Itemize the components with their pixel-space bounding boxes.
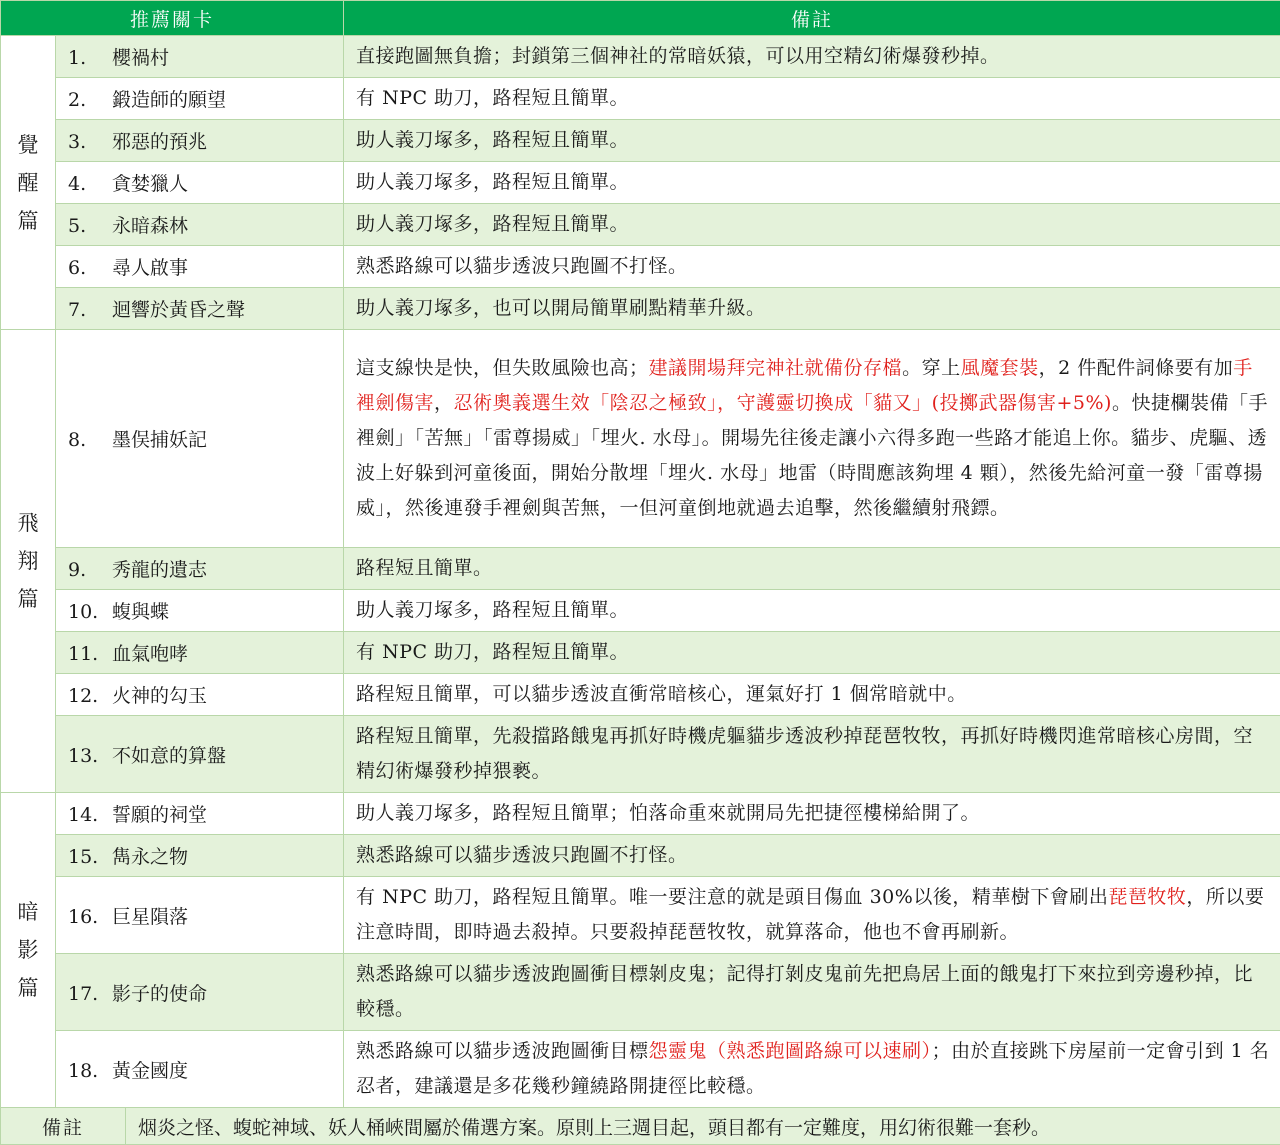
stage-number: 13. (68, 745, 112, 767)
stage-cell (56, 793, 344, 835)
note-text: 助人義刀塚多，路程短且簡單。 (356, 599, 629, 621)
table-row (1, 162, 1280, 204)
table-row (1, 716, 1280, 793)
header-stage: 推薦關卡 (1, 1, 344, 36)
stage-note (344, 548, 1280, 590)
section-label (1, 36, 56, 330)
note-text: 路程短且簡單。 (356, 557, 493, 579)
stage-number: 2. (68, 89, 112, 111)
stage-note (344, 1031, 1280, 1108)
stage-number: 18. (68, 1060, 112, 1082)
footer-row (1, 1108, 1280, 1145)
stage-cell (56, 835, 344, 877)
stage-note (344, 36, 1280, 78)
note-highlight: 手裡劍傷害 (356, 357, 1253, 414)
stage-note (344, 835, 1280, 877)
note-text: 。穿上 (902, 357, 961, 379)
stage-name: 貪婪獵人 (112, 173, 188, 195)
stage-number: 12. (68, 685, 112, 707)
note-text: 。快捷欄裝備「手裡劍」「苦無」「雷尊揚威」「埋火. 水母」。開場先往後走讓小六得多跑一些路才能追上你。貓步、虎驅、透波上好躲到河童後面，開始分散埋「埋火. 水母」地雷（時間應該夠埋 4 顆），然後先給河童一發「雷尊揚威」，然後連發手裡劍與苦無，一但河童倒地就過去追擊，然後繼續射飛鏢。 (356, 392, 1268, 519)
stage-cell (56, 954, 344, 1031)
stage-name: 黃金國度 (112, 1060, 188, 1082)
note-text: 助人義刀塚多，也可以開局簡單刷點精華升級。 (356, 297, 766, 319)
stage-cell (56, 590, 344, 632)
note-text: ；由於直接跳下房屋前一定會引到 1 名忍者，建議還是多花幾秒鐘繞路開捷徑比較穩。 (356, 1040, 1269, 1097)
stage-cell (56, 632, 344, 674)
table-row (1, 78, 1280, 120)
section-label (1, 330, 56, 793)
stage-name: 雋永之物 (112, 846, 188, 868)
table-row (1, 204, 1280, 246)
stage-cell (56, 120, 344, 162)
stage-name: 鍛造師的願望 (112, 89, 226, 111)
stage-name: 巨星隕落 (112, 906, 188, 928)
note-highlight: 風魔套裝 (961, 357, 1039, 379)
stage-name: 永暗森林 (112, 215, 188, 237)
note-text: 路程短且簡單，先殺擋路餓鬼再抓好時機虎軀貓步透波秒掉琵琶牧牧，再抓好時機閃進常暗核心房間，空精幻術爆發秒掉猥褻。 (356, 725, 1253, 782)
table-row (1, 793, 1280, 835)
stage-cell (56, 162, 344, 204)
section-label (1, 793, 56, 1108)
stage-name: 墨俣捕妖記 (112, 429, 207, 451)
table-row (1, 1031, 1280, 1108)
stage-name: 尋人啟事 (112, 257, 188, 279)
stage-name: 迴響於黃昏之聲 (112, 299, 245, 321)
footer-text: 烟炎之怪、蝮蛇神域、妖人桶峽間屬於備選方案。原則上三週目起，頭目都有一定難度，用幻術很難一套秒。 (126, 1108, 1280, 1145)
stage-cell (56, 330, 344, 548)
stage-number: 3. (68, 131, 112, 153)
stage-number: 6. (68, 257, 112, 279)
note-text: ，所以要注意時間，即時過去殺掉。只要殺掉琵琶牧牧，就算落命，他也不會再刷新。 (356, 886, 1264, 943)
table-row (1, 835, 1280, 877)
note-text: 助人義刀塚多，路程短且簡單。 (356, 171, 629, 193)
stage-note (344, 954, 1280, 1031)
note-highlight: 怨靈鬼（熟悉跑圖路線可以速刷） (649, 1040, 932, 1062)
table-row (1, 954, 1280, 1031)
stage-cell (56, 1031, 344, 1108)
stage-number: 7. (68, 299, 112, 321)
note-text: 直接跑圖無負擔；封鎖第三個神社的常暗妖猿，可以用空精幻術爆發秒掉。 (356, 45, 1000, 67)
note-text: ，2 件配件詞條要有加 (1039, 357, 1234, 379)
table-row (1, 246, 1280, 288)
stage-number: 11. (68, 643, 112, 665)
stage-number: 14. (68, 804, 112, 826)
stage-number: 8. (68, 429, 112, 451)
stage-name: 血氣咆哮 (112, 643, 188, 665)
stage-cell (56, 674, 344, 716)
stage-number: 16. (68, 906, 112, 928)
note-text: ， (434, 392, 454, 414)
stage-number: 10. (68, 601, 112, 623)
note-highlight: 琵琶牧牧 (1108, 886, 1186, 908)
section-label-char: 翔 (1, 542, 55, 580)
stage-note (344, 793, 1280, 835)
stage-name: 蝮與蝶 (112, 601, 169, 623)
note-text: 有 NPC 助刀，路程短且簡單。 (356, 641, 629, 663)
stage-number: 9. (68, 559, 112, 581)
section-label-char: 篇 (1, 202, 55, 240)
table-row (1, 877, 1280, 954)
stage-cell (56, 288, 344, 330)
stage-cell (56, 204, 344, 246)
stage-number: 17. (68, 983, 112, 1005)
table-row (1, 632, 1280, 674)
stage-cell (56, 877, 344, 954)
stage-number: 1. (68, 47, 112, 69)
stage-cell (56, 548, 344, 590)
section-label-char: 影 (1, 931, 55, 969)
note-text: 這支線快是快，但失敗風險也高； (356, 357, 649, 379)
stage-note (344, 674, 1280, 716)
stage-number: 15. (68, 846, 112, 868)
stage-number: 5. (68, 215, 112, 237)
stage-note (344, 330, 1280, 548)
note-highlight: 忍術奧義選生效「陰忍之極致」，守護靈切換成「貓又」(投擲武器傷害+5%) (454, 392, 1112, 414)
header-note: 備註 (344, 1, 1280, 36)
stage-note (344, 288, 1280, 330)
note-text: 助人義刀塚多，路程短且簡單；怕落命重來就開局先把捷徑樓梯給開了。 (356, 802, 980, 824)
stage-note (344, 204, 1280, 246)
table-row (1, 548, 1280, 590)
table-header-row (1, 1, 1280, 36)
section-label-char: 飛 (1, 504, 55, 542)
stage-name: 秀龍的遺志 (112, 559, 207, 581)
stage-note (344, 590, 1280, 632)
stage-note (344, 162, 1280, 204)
table-row (1, 36, 1280, 78)
table-row (1, 590, 1280, 632)
note-text: 熟悉路線可以貓步透波只跑圖不打怪。 (356, 255, 688, 277)
note-text: 助人義刀塚多，路程短且簡單。 (356, 129, 629, 151)
note-text: 熟悉路線可以貓步透波只跑圖不打怪。 (356, 844, 688, 866)
note-highlight: 建議開場拜完神社就備份存檔 (649, 357, 903, 379)
stage-name: 邪惡的預兆 (112, 131, 207, 153)
table-row (1, 674, 1280, 716)
stage-name: 不如意的算盤 (112, 745, 226, 767)
note-text: 有 NPC 助刀，路程短且簡單。 (356, 87, 629, 109)
section-label-char: 醒 (1, 164, 55, 202)
section-label-char: 篇 (1, 969, 55, 1007)
stage-cell (56, 716, 344, 793)
stage-note (344, 246, 1280, 288)
note-text: 熟悉路線可以貓步透波跑圖衝目標剝皮鬼；記得打剝皮鬼前先把鳥居上面的餓鬼打下來拉到旁邊秒掉，比較穩。 (356, 963, 1253, 1020)
table-body (1, 36, 1280, 1108)
stage-name: 影子的使命 (112, 983, 207, 1005)
table-row (1, 330, 1280, 548)
stage-note (344, 120, 1280, 162)
stage-cell (56, 78, 344, 120)
section-label-char: 覺 (1, 126, 55, 164)
stage-note (344, 78, 1280, 120)
stage-cell (56, 36, 344, 78)
note-text: 熟悉路線可以貓步透波跑圖衝目標 (356, 1040, 649, 1062)
stage-name: 誓願的祠堂 (112, 804, 207, 826)
stage-note (344, 877, 1280, 954)
stage-name: 火神的勾玉 (112, 685, 207, 707)
section-label-char: 篇 (1, 580, 55, 618)
stage-note (344, 716, 1280, 793)
note-text: 助人義刀塚多，路程短且簡單。 (356, 213, 629, 235)
table-row (1, 288, 1280, 330)
footer-label: 備註 (1, 1108, 126, 1145)
section-label-char: 暗 (1, 893, 55, 931)
table-row (1, 120, 1280, 162)
stage-number: 4. (68, 173, 112, 195)
note-text: 有 NPC 助刀，路程短且簡單。唯一要注意的就是頭目傷血 30%以後，精華樹下會刷出 (356, 886, 1108, 908)
stage-cell (56, 246, 344, 288)
note-text: 路程短且簡單，可以貓步透波直衝常暗核心，運氣好打 1 個常暗就中。 (356, 683, 967, 705)
stage-name: 櫻禍村 (112, 47, 169, 69)
stage-note (344, 632, 1280, 674)
